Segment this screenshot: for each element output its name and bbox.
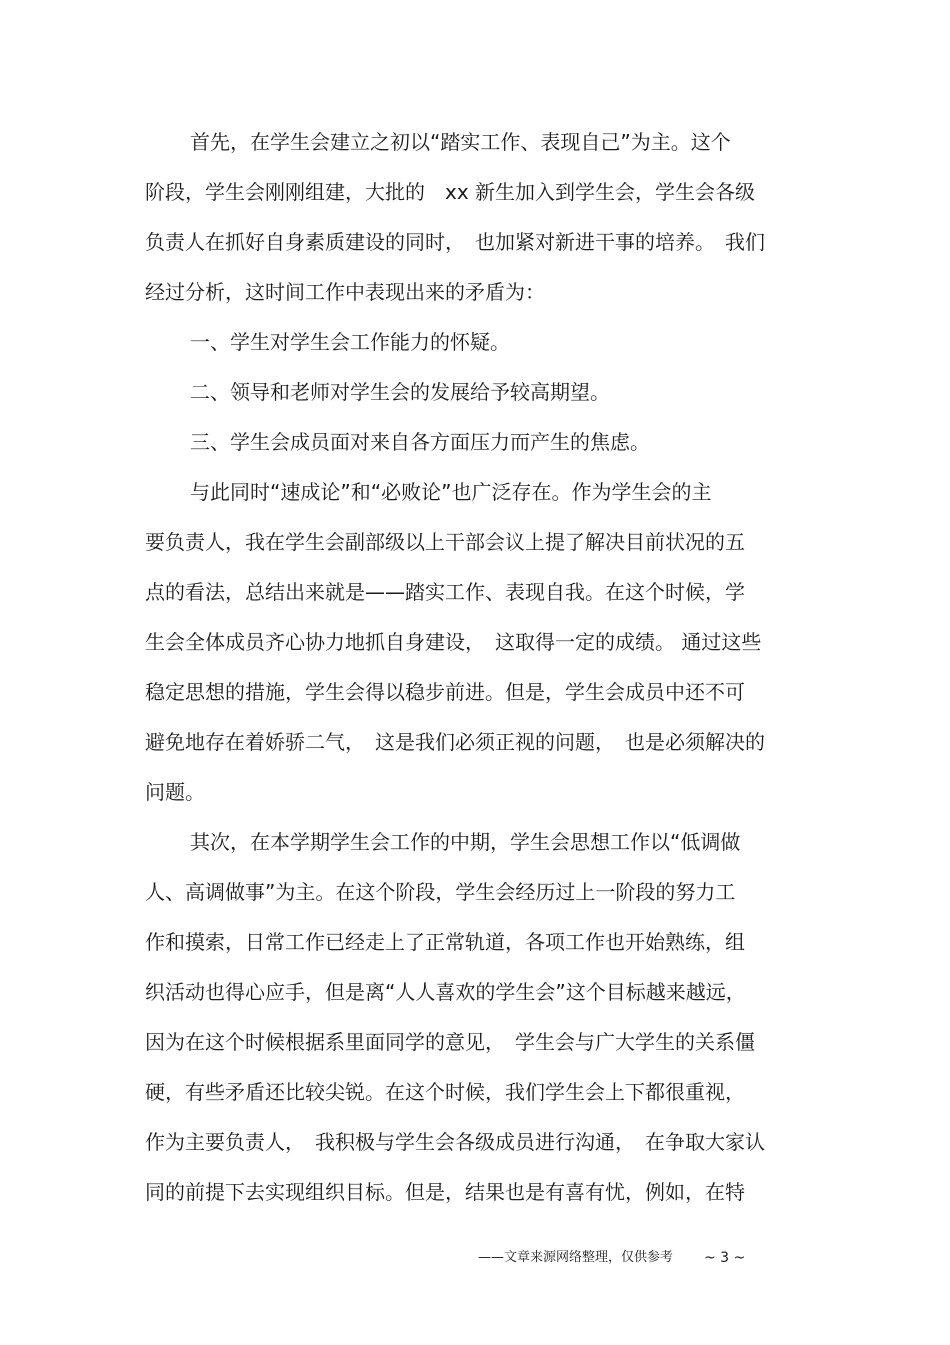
text-line-14: 问题。: [145, 780, 205, 804]
text-line-5: 一、学生对学生会工作能力的怀疑。: [190, 330, 510, 354]
text-line-6: 二、领导和老师对学生会的发展给予较高期望。: [190, 380, 610, 404]
text-line-20: 硬，有些矛盾还比较尖锐。在这个时候，我们学生会上下都很重视，: [145, 1080, 745, 1104]
text-line-17: 作和摸索，日常工作已经走上了正常轨道，各项工作也开始熟练，组: [145, 930, 745, 954]
text-line-10: 点的看法，总结出来就是——踏实工作、表现自我。在这个时候，学: [145, 580, 745, 604]
text-line-13: 避免地存在着娇骄二气， 这是我们必须正视的问题， 也是必须解决的: [145, 730, 765, 754]
text-line-16: 人、高调做事”为主。在这个阶段，学生会经历过上一阶段的努力工: [145, 880, 736, 904]
text-line-12: 稳定思想的措施，学生会得以稳步前进。但是，学生会成员中还不可: [145, 680, 745, 704]
text-line-4: 经过分析，这时间工作中表现出来的矛盾为：: [145, 280, 545, 304]
text-line-15: 其次，在本学期学生会工作的中期，学生会思想工作以“低调做: [190, 830, 741, 854]
page-number: ~ 3 ~: [704, 1250, 746, 1266]
text-line-9: 要负责人，我在学生会副部级以上干部会议上提了解决目前状况的五: [145, 530, 745, 554]
text-line-1: 首先，在学生会建立之初以“踏实工作、表现自己”为主。这个: [190, 130, 731, 154]
text-line-11: 生会全体成员齐心协力地抓自身建设， 这取得一定的成绩。 通过这些: [145, 630, 762, 654]
page-footer: [478, 1248, 746, 1268]
text-line-3: 负责人在抓好自身素质建设的同时， 也加紧对新进干事的培养。 我们: [145, 230, 765, 254]
text-line-7: 三、学生会成员面对来自各方面压力而产生的焦虑。: [190, 430, 650, 454]
footer-source-note: ——文章来源网络整理，仅供参考: [478, 1250, 674, 1265]
text-line-2: 阶段，学生会刚刚组建，大批的 xx 新生加入到学生会，学生会各级: [145, 180, 756, 204]
text-line-22: 同的前提下去实现组织目标。但是，结果也是有喜有忧，例如，在特: [145, 1180, 745, 1204]
text-line-18: 织活动也得心应手，但是离“人人喜欢的学生会”这个目标越来越远，: [145, 980, 746, 1004]
text-line-21: 作为主要负责人， 我积极与学生会各级成员进行沟通， 在争取大家认: [145, 1130, 765, 1154]
text-line-8: 与此同时“速成论”和“必败论”也广泛存在。作为学生会的主: [190, 480, 712, 504]
text-line-19: 因为在这个时候根据系里面同学的意见， 学生会与广大学生的关系僵: [145, 1030, 755, 1054]
